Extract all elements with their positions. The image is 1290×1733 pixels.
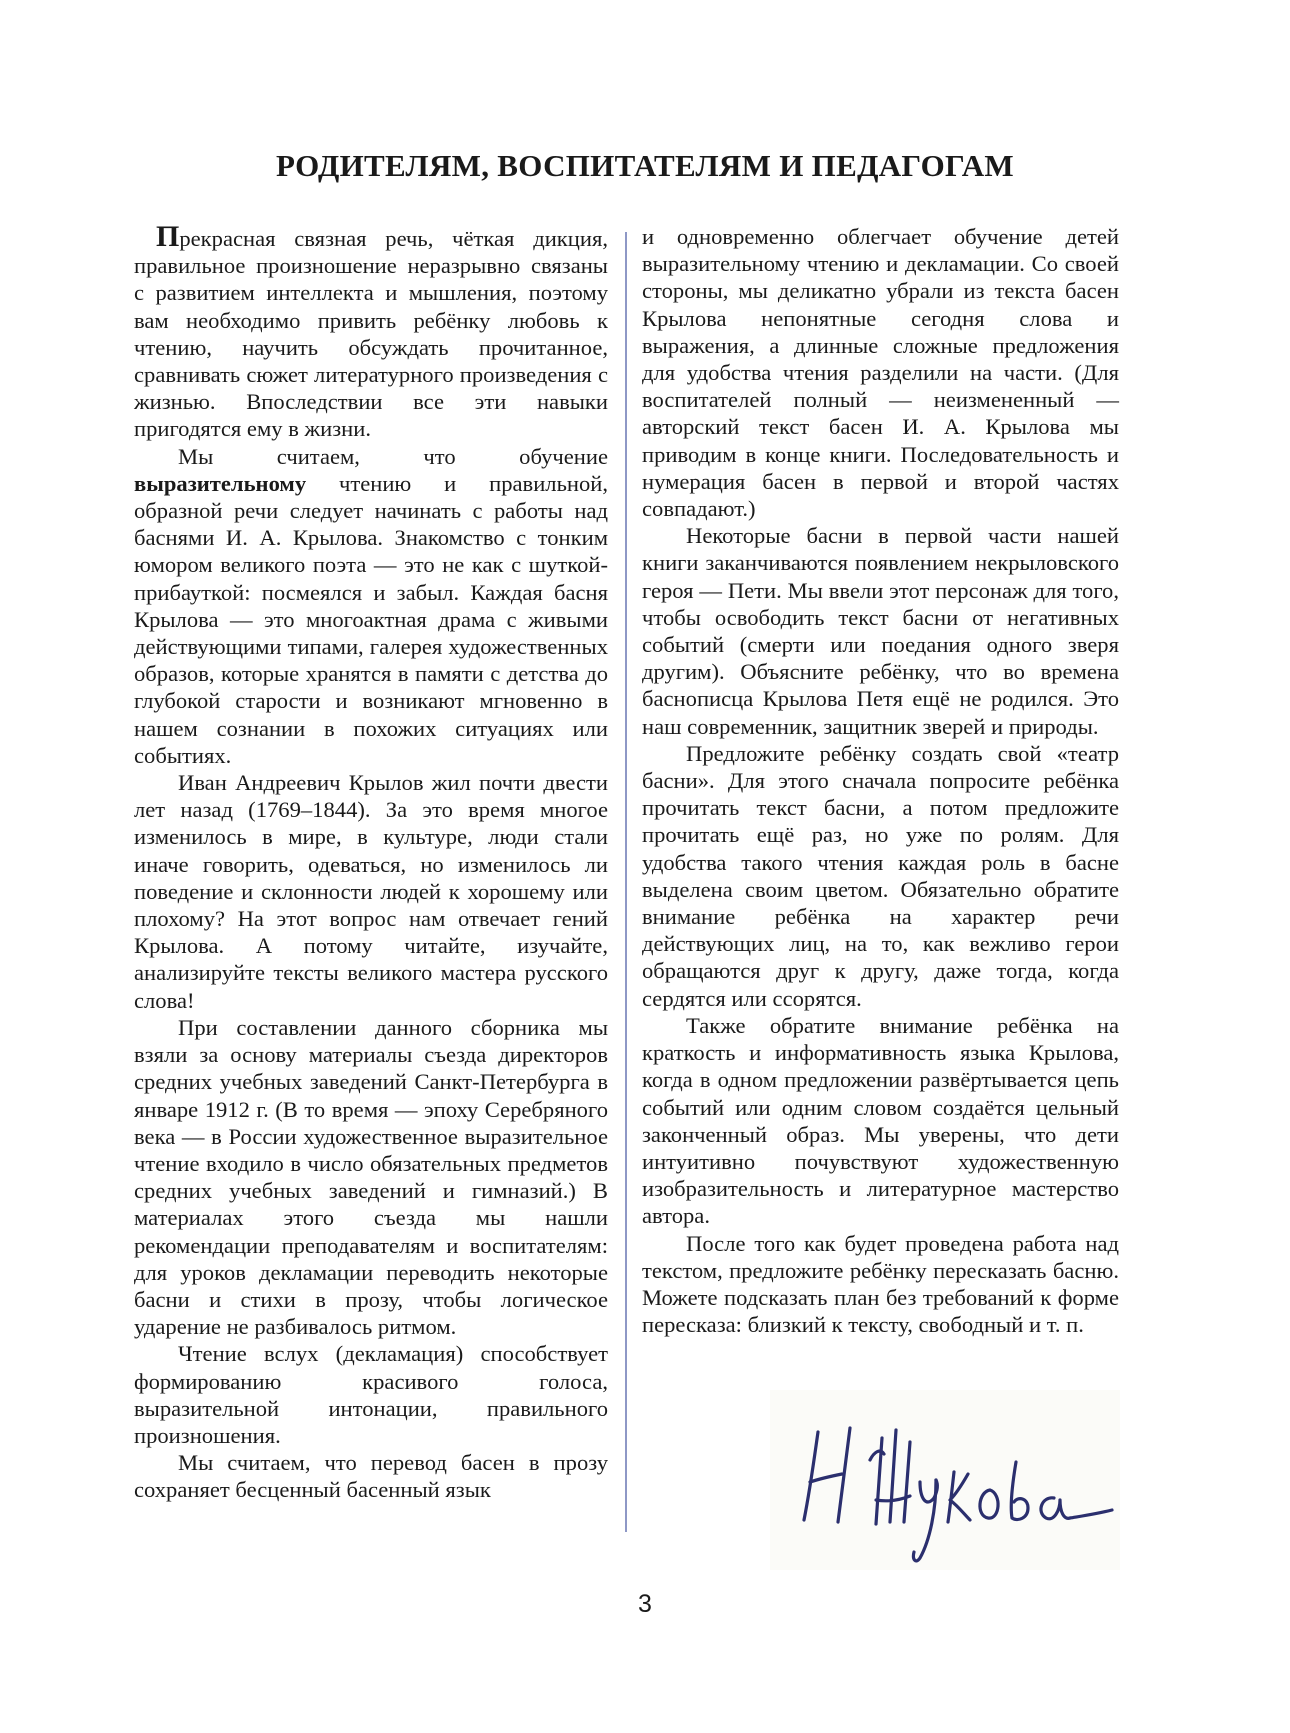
page-title: РОДИТЕЛЯМ, ВОСПИТАТЕЛЯМ И ПЕДАГОГАМ (276, 148, 1014, 183)
paragraph: Некоторые басни в первой части нашей книги заканчиваются появлением некрыловского героя — Пети. Мы ввели этот персонаж для того, чтобы освободить текст басни от негативных событий (смерти или поедания одного зверя другим). Объясните ребёнку, что во времена баснописца Крылова Петя ещё не родился. Это наш современник, защитник зверей и природы. (642, 523, 1119, 739)
paragraph: Предложите ребёнку создать свой «театр басни». Для этого сначала попросите ребёнка прочитать текст басни, а потом предложите прочитать ещё раз, но уже по ролям. Для удобства такого чтения каждая роль в басне выделена своим цветом. Обязательно обратите внимание ребёнка на характер речи действующих лиц, на то, как вежливо герои обращаются друг к другу, даже тогда, когда сердятся или ссорятся. (642, 740, 1119, 1011)
paragraph-text: Мы считаем, что обучение (178, 443, 608, 469)
paragraph: Иван Андреевич Крылов жил почти двести лет назад (1769–1844). За это время многое изменилось в мире, в культуре, люди стали иначе говорить, одеваться, но изменилось ли поведение и склонности людей к хорошему или плохому? На этот вопрос нам отвечает гений Крылова. А потому читайте, изучайте, анализируйте тексты великого мастера русского слова! (134, 770, 608, 1013)
left-column (134, 220, 608, 1504)
right-column (642, 223, 1119, 1338)
signature-handwriting (770, 1390, 1120, 1570)
drop-cap: П (156, 220, 180, 253)
bold-term: выразительному (134, 470, 307, 496)
paragraph: После того как будет проведена работа над текстом, предложите ребёнку пересказать басню. Можете подсказать план без требований к форме пересказа: близкий к тексту, свободный и т. п. (642, 1230, 1119, 1338)
paragraph-text: рекрасная связная речь, чёткая дикция, правильное произношение неразрывно связаны с развитием интеллекта и мышления, поэтому вам необходимо привить ребёнку любовь к чтению, научить обсуждать прочитанное, сравнивать сюжет литературного произведения с жизнью. Впоследствии все эти навыки пригодятся ему в жизни. (134, 226, 608, 442)
page-number: 3 (638, 1590, 652, 1618)
paragraph: Также обратите внимание ребёнка на краткость и информативность языка Крылова, когда в одном предложении развёртывается цепь событий или одним словом создаётся цельный законченный образ. Мы уверены, что дети интуитивно почувствуют художественную изобразительность и литературное мастерство автора. (642, 1012, 1119, 1229)
paragraph-text: чтению и правильной, образной речи следует начинать с работы над баснями И. А. Крылова. Знакомство с тонким юмором великого поэта — это не как с шуткой-прибауткой: посмеялся и забыл. Каждая басня Крылова — это многоактная драма с живыми действующими типами, галерея художественных образов, которые хранятся в памяти с детства до глубокой старости и возникают мгновенно в нашем сознании в похожих ситуациях или событиях. (134, 470, 608, 768)
paragraph: Мы считаем, что перевод басен в прозу сохраняет бесценный басенный язык (134, 1450, 608, 1503)
paragraph: При составлении данного сборника мы взяли за основу материалы съезда директоров средних учебных заведений Санкт-Петербурга в январе 1912 г. (В то время — эпоху Серебряного века — в России художественное выразительное чтение входило в число обязательных предметов средних учебных заведений и гимназий.) В материалах этого съезда мы нашли рекомендации преподавателям и воспитателям: для уроков декламации переводить некоторые басни и стихи в прозу, чтобы логическое ударение не разбивалось ритмом. (134, 1014, 608, 1340)
paragraph: и одновременно облегчает обучение детей выразительному чтению и декламации. Со своей стороны, мы деликатно убрали из текста басен Крылова непонятные сегодня слова и выражения, а длинные сложные предложения для удобства чтения разделили на части. (Для воспитателей полный — неизмененный — авторский текст басен И. А. Крылова мы приводим в конце книги. Последовательность и нумерация басен в первой и второй частях совпадают.) (642, 224, 1119, 522)
column-divider (625, 232, 627, 1532)
signature (770, 1390, 1120, 1570)
paragraph: Чтение вслух (декламация) способствует формированию красивого голоса, выразительной интонации, правильного произношения. (134, 1341, 608, 1448)
paragraph (134, 443, 608, 769)
paragraph (134, 220, 608, 443)
